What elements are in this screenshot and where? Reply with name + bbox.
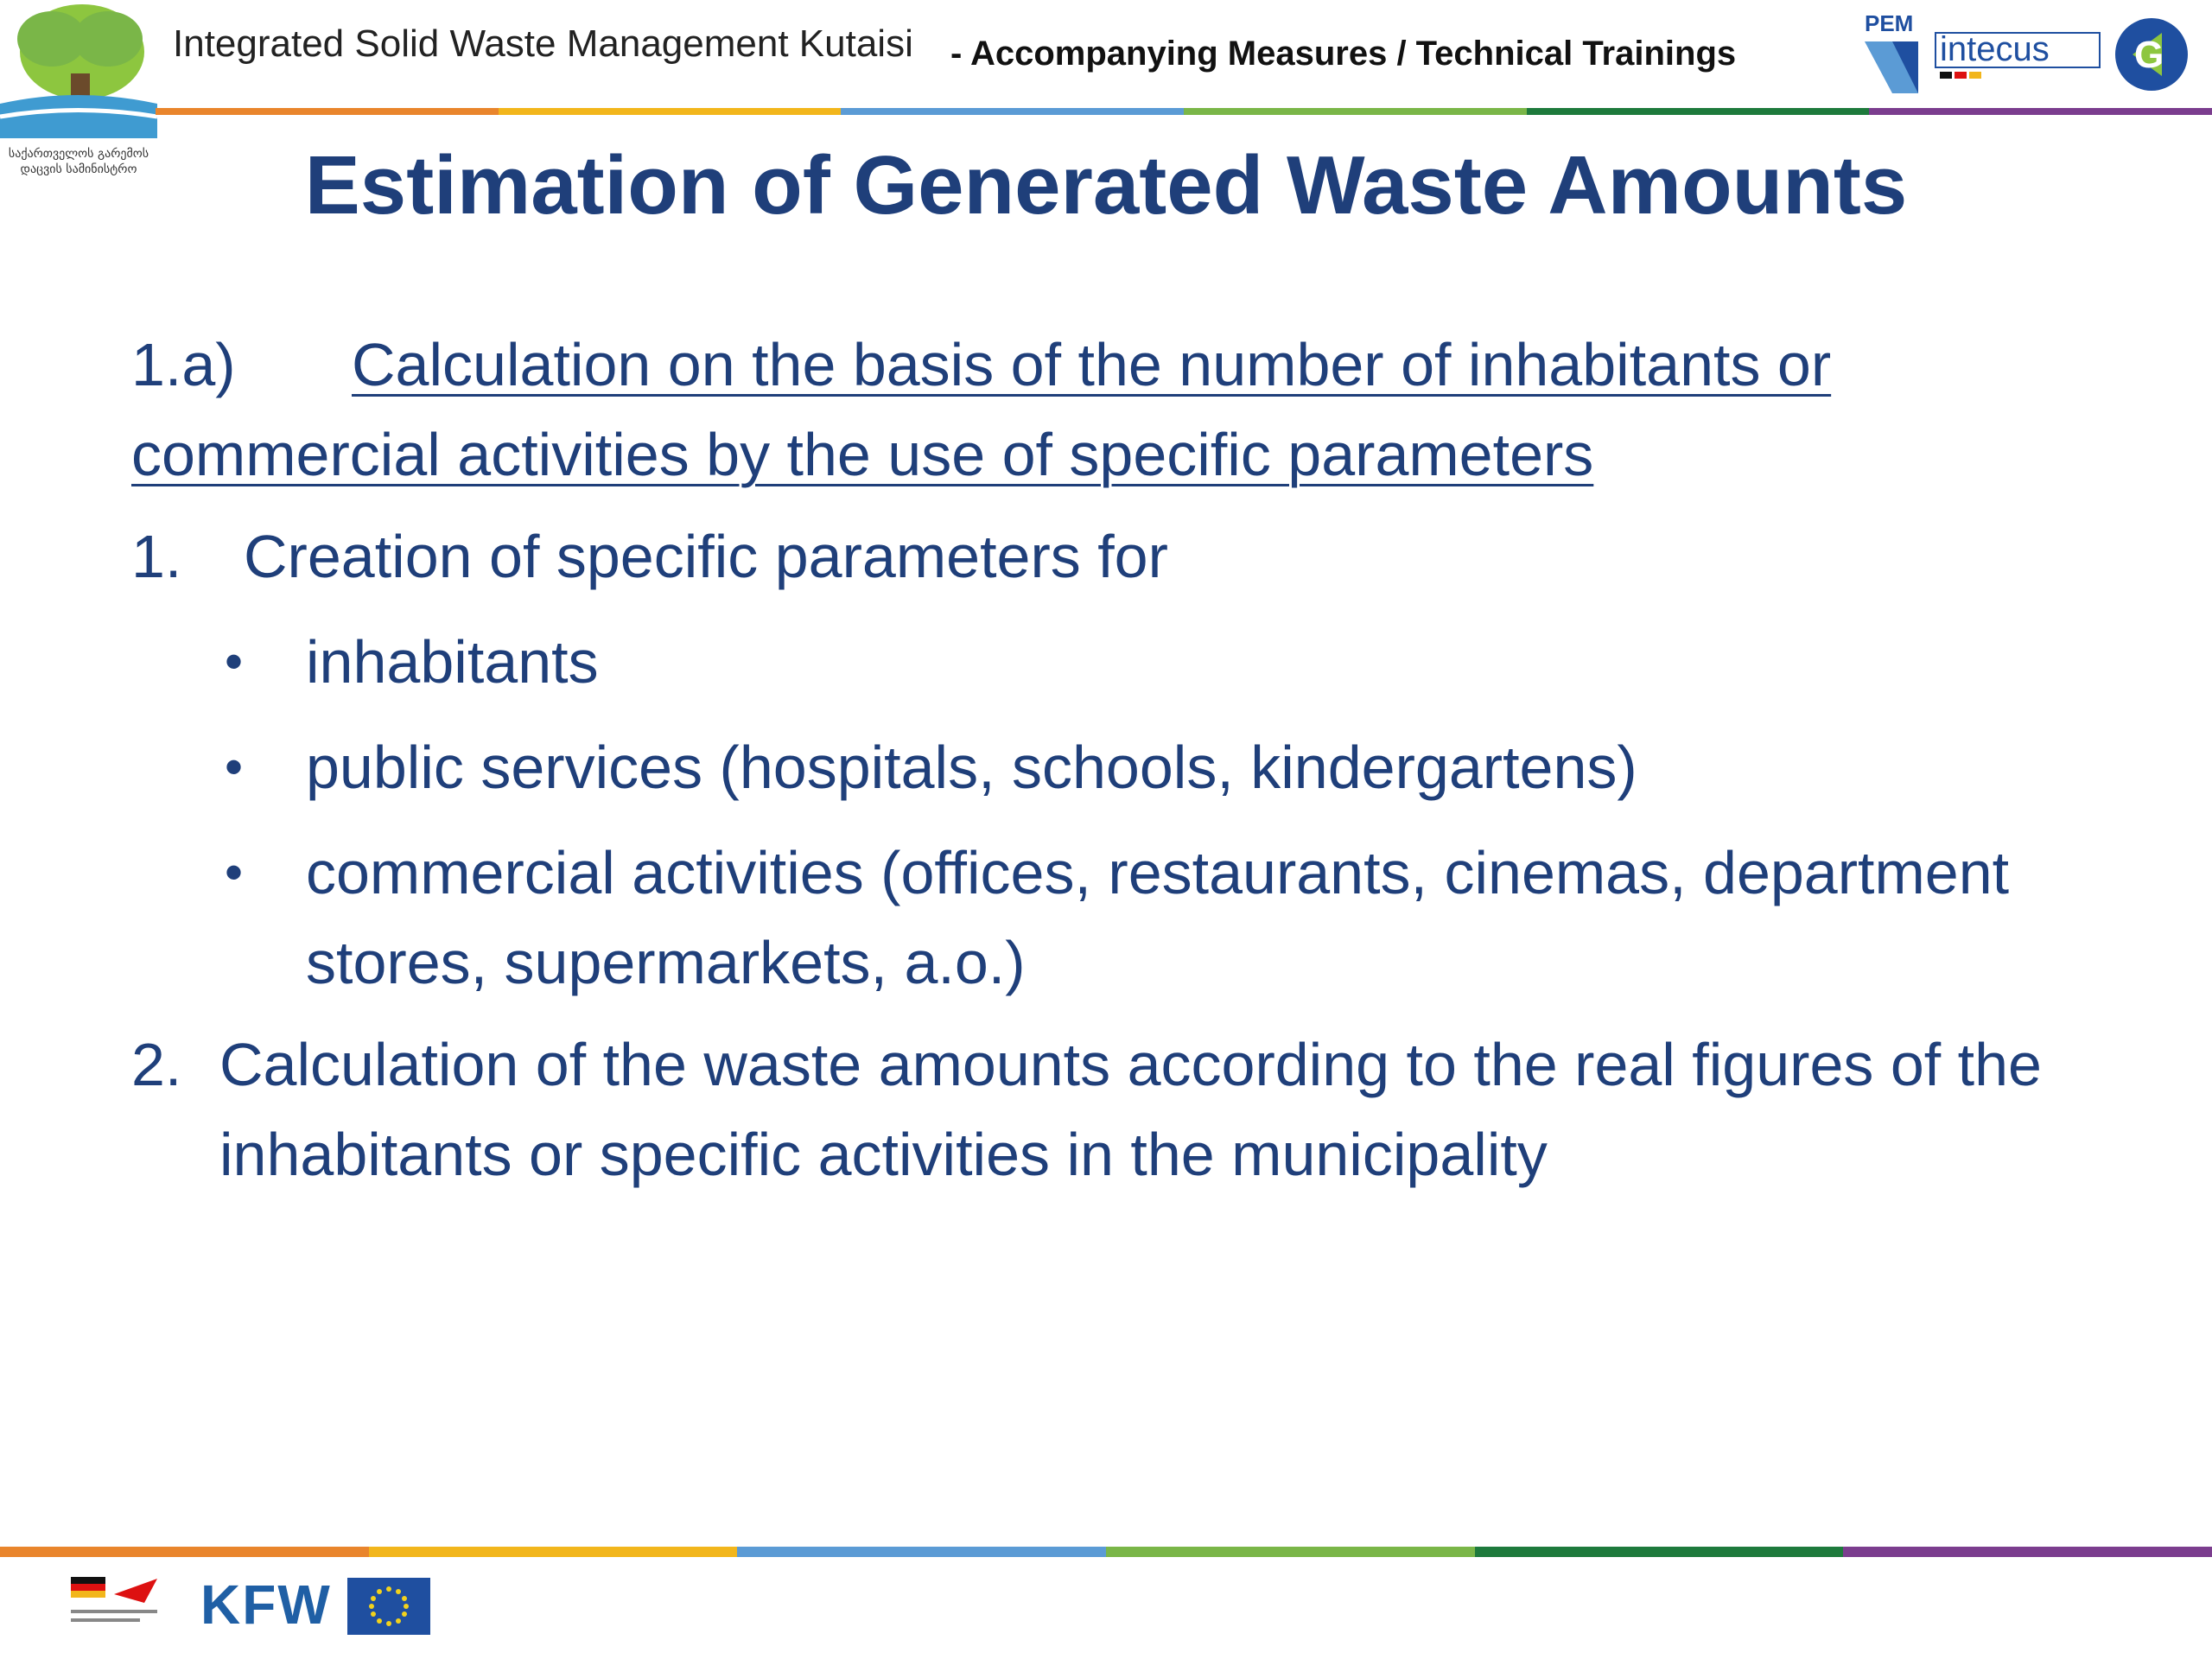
- stripe-orange: [156, 108, 499, 115]
- numbered-item-2: [131, 1020, 2119, 1199]
- stripe-purple: [1869, 108, 2212, 115]
- bullet-item: [131, 828, 2119, 1007]
- stripe-orange: [0, 1547, 369, 1557]
- bullet-dot: •: [225, 843, 244, 901]
- eu-flag-icon: [347, 1578, 430, 1635]
- stripe-lightgreen: [1106, 1547, 1475, 1557]
- bullet-dot: •: [225, 632, 244, 690]
- stripe-blue: [841, 108, 1184, 115]
- bullet-dot: •: [225, 738, 244, 796]
- header-color-stripe: [156, 108, 2212, 115]
- footer-color-stripe: [0, 1547, 2212, 1557]
- svg-text:PEM: PEM: [1865, 10, 1914, 36]
- kfw-logo: KFW: [200, 1573, 332, 1636]
- svg-text:საქართველოს გარემოს: საქართველოს გარემოს: [8, 147, 149, 161]
- item-1-number: 1.: [131, 523, 182, 590]
- section-subheading: [131, 320, 2119, 499]
- slide-content: [131, 320, 2119, 1199]
- stripe-yellow: [499, 108, 842, 115]
- partner-logos: [1858, 7, 2203, 102]
- svg-text:G: G: [2134, 34, 2164, 76]
- header-title: Integrated Solid Waste Management Kutaisi: [173, 22, 913, 65]
- stripe-lightgreen: [1184, 108, 1527, 115]
- stripe-purple: [1843, 1547, 2212, 1557]
- subheading-number: 1.a): [131, 331, 236, 398]
- bullet-text: public services (hospitals, schools, kindergartens): [306, 734, 1637, 801]
- numbered-item-1: [131, 512, 2119, 601]
- stripe-blue: [737, 1547, 1106, 1557]
- bullet-item: [131, 617, 2119, 707]
- slide-title: Estimation of Generated Waste Amounts: [304, 139, 1908, 232]
- bullet-text: inhabitants: [306, 628, 599, 696]
- stripe-yellow: [369, 1547, 738, 1557]
- subheading-text: Calculation on the basis of the number of inhabitants or commercial activities by the use of specific parameters: [131, 331, 1832, 488]
- item-1-text: Creation of specific parameters for: [244, 523, 1168, 590]
- stripe-darkgreen: [1527, 108, 1870, 115]
- german-cooperation-logo: [62, 1568, 175, 1637]
- svg-text:დაცვის სამინისტრო: დაცვის სამინისტრო: [20, 162, 137, 176]
- svg-text:intecus: intecus: [1940, 30, 2050, 68]
- bullet-item: [131, 722, 2119, 812]
- stripe-darkgreen: [1475, 1547, 1844, 1557]
- bullet-list: [131, 617, 2119, 1007]
- header-subtitle: - Accompanying Measures / Technical Trainings: [950, 35, 1737, 73]
- bullet-text: commercial activities (offices, restaurants, cinemas, department stores, supermarkets, a.o.): [306, 839, 2010, 996]
- item-2-text: Calculation of the waste amounts according to the real figures of the inhabitants or specific activities in the municipality: [219, 1031, 2042, 1188]
- item-2-number: 2.: [131, 1031, 182, 1098]
